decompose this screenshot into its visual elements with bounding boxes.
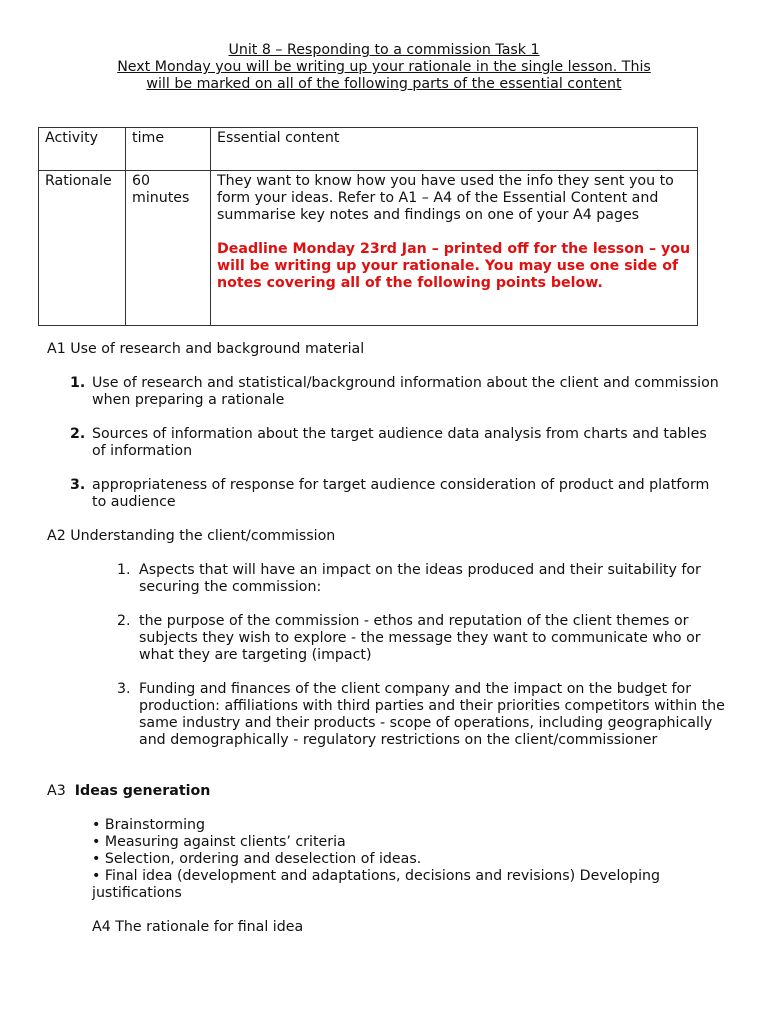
header-essential-content: Essential content [211, 128, 698, 171]
a4-heading: A4 The rationale for final idea [92, 919, 304, 935]
title-line-3: will be marked on all of the following parts of the essential content [146, 76, 622, 92]
header-activity: Activity [39, 128, 126, 171]
deadline-text: Deadline Monday 23rd Jan – printed off for the lesson – you will be writing up your rationale. You may use one side of notes covering all of the following points below. [217, 241, 691, 291]
list-item: 2. Sources of information about the target audience data analysis from charts and tables of information [70, 426, 707, 459]
title-line-1: Unit 8 – Responding to a commission Task 1 [228, 42, 540, 58]
content-text: They want to know how you have used the info they sent you to form your ideas. Refer to A1 – A4 of the Essential Content and summarise key notes and findings on one of your A4 pages [217, 173, 674, 223]
a1-heading: A1 Use of research and background material [47, 341, 365, 357]
a3-bullet-list [92, 817, 732, 902]
cell-content [211, 171, 698, 326]
list-item: 2. the purpose of the commission - ethos and reputation of the client themes or subjects they wish to explore - the message they want to communicate who or what they are targeting (impact) [117, 613, 701, 663]
list-item: 3. Funding and finances of the client company and the impact on the budget for production: affiliations with third parties and their priorities competitors within the same industry and their products - scope of operations, including geographically and demographically - regulatory restrictions on the client/commissioner [117, 681, 725, 748]
a3-title: Ideas generation [74, 783, 211, 799]
title-line-2: Next Monday you will be writing up your rationale in the single lesson. This [117, 59, 651, 75]
activity-table [38, 127, 698, 326]
list-item: • Selection, ordering and deselection of ideas. [92, 851, 422, 867]
a3-heading [47, 783, 210, 800]
header-time: time [126, 128, 211, 171]
list-item: 1. Aspects that will have an impact on the ideas produced and their suitability for securing the commission: [117, 562, 701, 595]
document-title [40, 42, 728, 93]
a2-heading: A2 Understanding the client/commission [47, 528, 336, 544]
list-item: 1. Use of research and statistical/background information about the client and commission when preparing a rationale [70, 375, 719, 408]
table-row [39, 171, 698, 326]
list-item: 3. appropriateness of response for target audience consideration of product and platform to audience [70, 477, 710, 510]
list-item: • Brainstorming [92, 817, 206, 833]
a1-list [70, 375, 722, 511]
table-header-row [39, 128, 698, 171]
list-item: • Measuring against clients’ criteria [92, 834, 346, 850]
a3-label: A3 [47, 783, 66, 799]
cell-activity: Rationale [39, 171, 126, 326]
cell-time: 60 minutes [126, 171, 211, 326]
a2-list [117, 562, 729, 749]
list-item: • Final idea (development and adaptations, decisions and revisions) Developing justifications [92, 868, 661, 901]
